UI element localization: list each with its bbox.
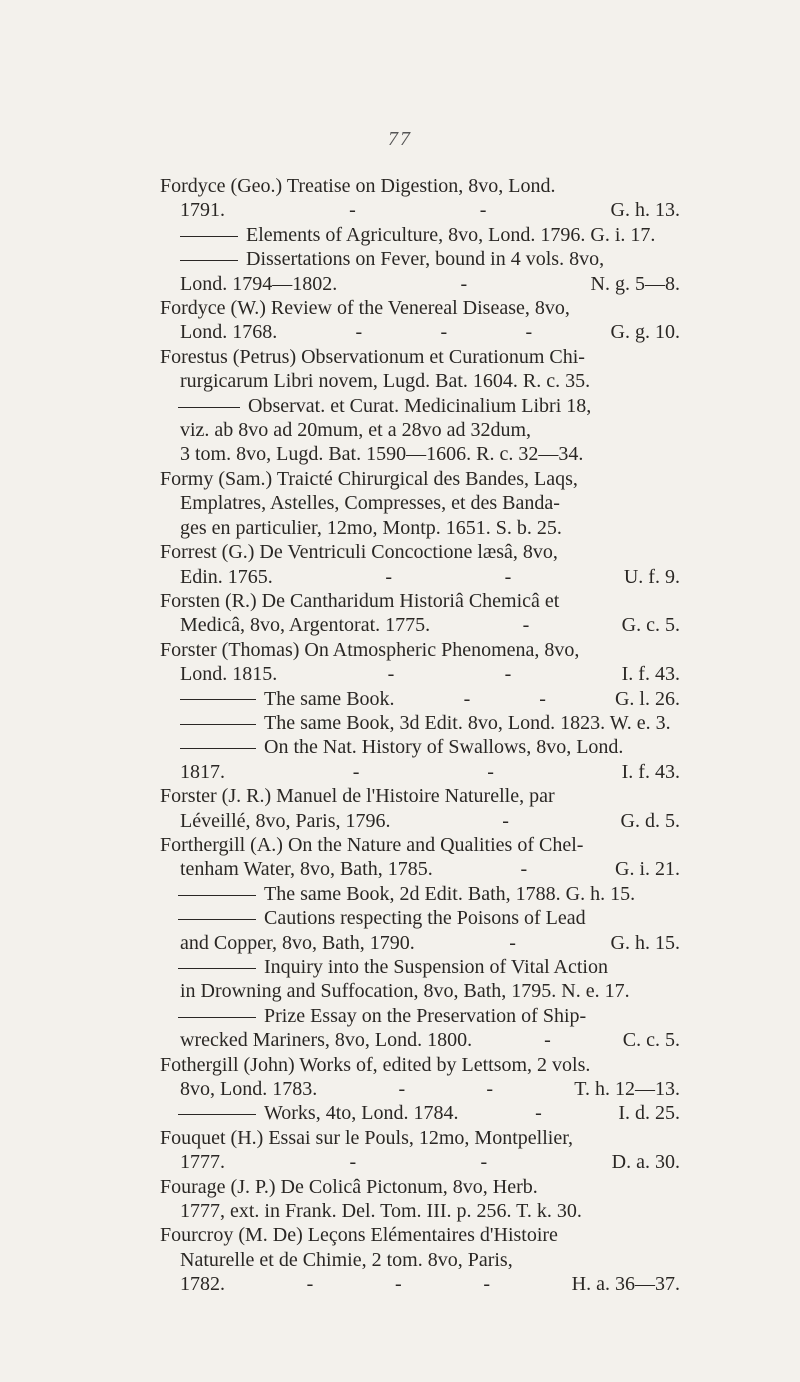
- catalogue-entry: [160, 296, 680, 345]
- entry-heading: Fordyce (W.) Review of the Venereal Disease, 8vo,: [160, 297, 570, 320]
- entry-shelfmark-line: Medicâ, 8vo, Argentorat. 1775. - G. c. 5.: [180, 614, 680, 637]
- entry-heading: Forrest (G.) De Ventriculi Concoctione læsâ, 8vo,: [160, 541, 558, 564]
- page-number: 77: [388, 128, 412, 150]
- ditto-rule: [180, 260, 238, 261]
- entry-heading: Forster (Thomas) On Atmospheric Phenomena, 8vo,: [160, 638, 580, 661]
- ditto-rule: [180, 748, 256, 749]
- catalogue-entry: Observat. et Curat. Medicinalium Libri 18, viz. ab 8vo ad 20mum, et a 28vo ad 32dum, 3 tom. 8vo, Lugd. Bat. 1590—1606. R. c. 32—34.: [180, 394, 592, 466]
- ditto-rule: [178, 968, 256, 969]
- catalogue-entry: [160, 638, 680, 687]
- ditto-rule: [178, 407, 240, 408]
- catalogue-entry: [160, 784, 680, 833]
- catalogue-entry: Dissertations on Fever, bound in 4 vols. 8vo, Lond. 1794—1802. - N. g. 5—8.: [160, 247, 680, 296]
- entry-shelfmark-line: 1782. - - - H. a. 36—37.: [180, 1273, 680, 1296]
- ditto-rule: [180, 724, 256, 725]
- entry-heading: Fothergill (John) Works of, edited by Lettsom, 2 vols.: [160, 1053, 591, 1076]
- entry-heading: Forster (J. R.) Manuel de l'Histoire Naturelle, par: [160, 785, 555, 808]
- catalogue-entry: The same Book, 3d Edit. 8vo, Lond. 1823. W. e. 3.: [160, 711, 680, 735]
- entry-shelfmark-line: Lond. 1794—1802. - N. g. 5—8.: [180, 272, 680, 295]
- catalogue-entry: The same Book, 2d Edit. Bath, 1788. G. h. 15.: [160, 882, 680, 906]
- entry-heading: Forestus (Petrus) Observationum et Curationum Chi-: [160, 345, 585, 368]
- entry-heading: Formy (Sam.) Traicté Chirurgical des Bandes, Laqs,: [160, 467, 578, 490]
- catalogue-list: [160, 174, 680, 1297]
- entry-shelfmark-line: wrecked Mariners, 8vo, Lond. 1800. - C. c. 5.: [180, 1029, 680, 1052]
- entry-shelfmark-line: and Copper, 8vo, Bath, 1790. - G. h. 15.: [180, 931, 680, 954]
- catalogue-entry: Inquiry into the Suspension of Vital Action in Drowning and Suffocation, 8vo, Bath, 1795. N. e. 17.: [180, 956, 630, 1003]
- catalogue-entry: Fourcroy (M. De) Leçons Elémentaires d'Histoire Naturelle et de Chimie, 2 tom. 8vo, Paris, 1782. - - - H. a. 36—37.: [160, 1224, 680, 1296]
- ditto-rule: [178, 919, 256, 920]
- entry-shelfmark-line: Lond. 1815. - - I. f. 43.: [180, 663, 680, 686]
- ditto-rule: [178, 895, 256, 896]
- entry-heading: Fouquet (H.) Essai sur le Pouls, 12mo, Montpellier,: [160, 1126, 574, 1149]
- catalogue-entry: Formy (Sam.) Traicté Chirurgical des Bandes, Laqs, Emplatres, Astelles, Compresses, et des Banda- ges en particulier, 12mo, Montp. 1651. S. b. 25.: [160, 467, 680, 540]
- entry-heading: Fourcroy (M. De) Leçons Elémentaires d'Histoire: [160, 1224, 558, 1247]
- catalogue-entry: [160, 1053, 680, 1102]
- entry-shelfmark-line: 1817. - - I. f. 43.: [180, 760, 680, 783]
- entry-shelfmark-line: Lond. 1768. - - - G. g. 10.: [180, 321, 680, 344]
- ditto-rule: [178, 1017, 256, 1018]
- ditto-rule: [178, 1114, 256, 1115]
- entry-heading: Fourage (J. P.) De Colicâ Pictonum, 8vo, Herb.: [160, 1175, 538, 1198]
- catalogue-entry: [160, 833, 680, 882]
- catalogue-entry: Fourage (J. P.) De Colicâ Pictonum, 8vo, Herb. 1777, ext. in Frank. Del. Tom. III. p. 256. T. k. 30.: [160, 1175, 680, 1224]
- catalogue-entry: Forestus (Petrus) Observationum et Curationum Chi- rurgicarum Libri novem, Lugd. Bat. 1604. R. c. 35.: [160, 345, 680, 394]
- ditto-rule: [180, 699, 256, 700]
- catalogue-entry: On the Nat. History of Swallows, 8vo, Lond. 1817. - - I. f. 43.: [160, 735, 680, 784]
- catalogue-entry: Cautions respecting the Poisons of Lead and Copper, 8vo, Bath, 1790. - G. h. 15.: [160, 906, 680, 955]
- catalogue-entry: [160, 589, 680, 638]
- entry-shelfmark-line: 1791. - - G. h. 13.: [180, 199, 680, 222]
- entry-shelfmark-line: Léveillé, 8vo, Paris, 1796. - G. d. 5.: [180, 809, 680, 832]
- catalogue-entry: Elements of Agriculture, 8vo, Lond. 1796. G. i. 17.: [160, 223, 680, 247]
- entry-shelfmark-line: 1777. - - D. a. 30.: [180, 1151, 680, 1174]
- catalogue-entry: Prize Essay on the Preservation of Ship- wrecked Mariners, 8vo, Lond. 1800. - C. c. 5.: [160, 1004, 680, 1053]
- entry-heading: Forsten (R.) De Cantharidum Historiâ Chemicâ et: [160, 589, 560, 612]
- catalogue-entry: [160, 174, 680, 223]
- entry-shelfmark-line: Edin. 1765. - - U. f. 9.: [180, 565, 680, 588]
- entry-shelfmark-line: tenham Water, 8vo, Bath, 1785. - G. i. 21.: [180, 858, 680, 881]
- catalogue-entry: [160, 1126, 680, 1175]
- catalogue-entry: Works, 4to, Lond. 1784. - I. d. 25.: [160, 1101, 680, 1125]
- catalogue-entry: The same Book. - - G. l. 26.: [160, 687, 680, 711]
- catalogue-entry: [160, 540, 680, 589]
- ditto-rule: [180, 236, 238, 237]
- entry-heading: Fordyce (Geo.) Treatise on Digestion, 8vo, Lond.: [160, 175, 556, 197]
- entry-shelfmark-line: 8vo, Lond. 1783. - - T. h. 12—13.: [180, 1078, 680, 1101]
- entry-heading: Forthergill (A.) On the Nature and Qualities of Chel-: [160, 833, 584, 856]
